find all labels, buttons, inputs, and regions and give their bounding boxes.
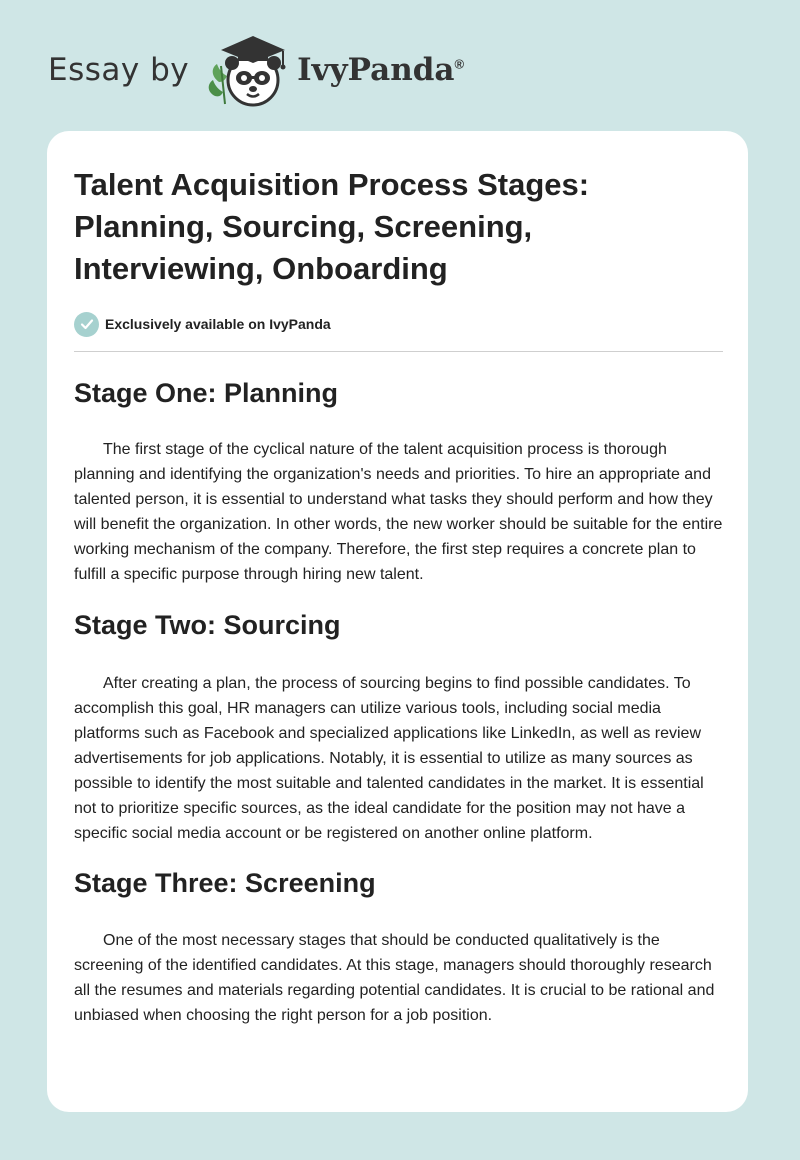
section-heading: Stage Three: Screening <box>74 868 376 898</box>
ivypanda-logo[interactable] <box>205 30 464 110</box>
site-header <box>48 30 464 110</box>
essay-title: Talent Acquisition Process Stages: Planning, Sourcing, Screening, Interviewing, Onboarding <box>74 167 590 286</box>
section-stage-one <box>74 375 724 587</box>
badge-text: Exclusively available on IvyPanda <box>105 316 331 332</box>
registered-mark: ® <box>454 56 465 72</box>
essay-card <box>47 131 748 1112</box>
section-stage-two <box>74 607 724 846</box>
essay-content <box>74 164 724 1028</box>
exclusive-badge <box>74 310 724 338</box>
section-paragraph: After creating a plan, the process of sourcing begins to find possible candidates. To accomplish this goal, HR managers can utilize various tools, including social media platforms such as Facebook and specialized applications like LinkedIn, as well as review advertisements for job applications. Notably, it is essential to utilize as many sources as possible to identify the most suitable and talented candidates in the market. It is essential not to prioritize specific sources, as the ideal candidate for the position may not have a specific social media account or be registered on another online platform. <box>74 675 704 842</box>
section-heading: Stage One: Planning <box>74 378 339 408</box>
section-heading: Stage Two: Sourcing <box>74 610 341 640</box>
check-circle-icon <box>74 312 99 337</box>
section-paragraph: One of the most necessary stages that should be conducted qualitatively is the screening of the identified candidates. At this stage, managers should thoroughly research all the resumes and materials regarding potential candidates. It is crucial to be rational and unbiased when choosing the right person for a job position. <box>74 932 715 1024</box>
brand-name: IvyPanda® <box>297 52 465 88</box>
essay-by-label: Essay by <box>48 52 190 88</box>
divider <box>74 351 723 352</box>
panda-graduation-cap-icon <box>205 30 291 110</box>
section-paragraph: The first stage of the cyclical nature of the talent acquisition process is thorough planning and identifying the organization's needs and priorities. To hire an appropriate and talented person, it is essential to understand what tasks they should perform and how they will benefit the organization. In other words, the new worker should be suitable for the entire working mechanism of the company. Therefore, the first step requires a concrete plan to fulfill a specific purpose through hiring new talent. <box>74 441 723 583</box>
section-stage-three <box>74 865 724 1028</box>
